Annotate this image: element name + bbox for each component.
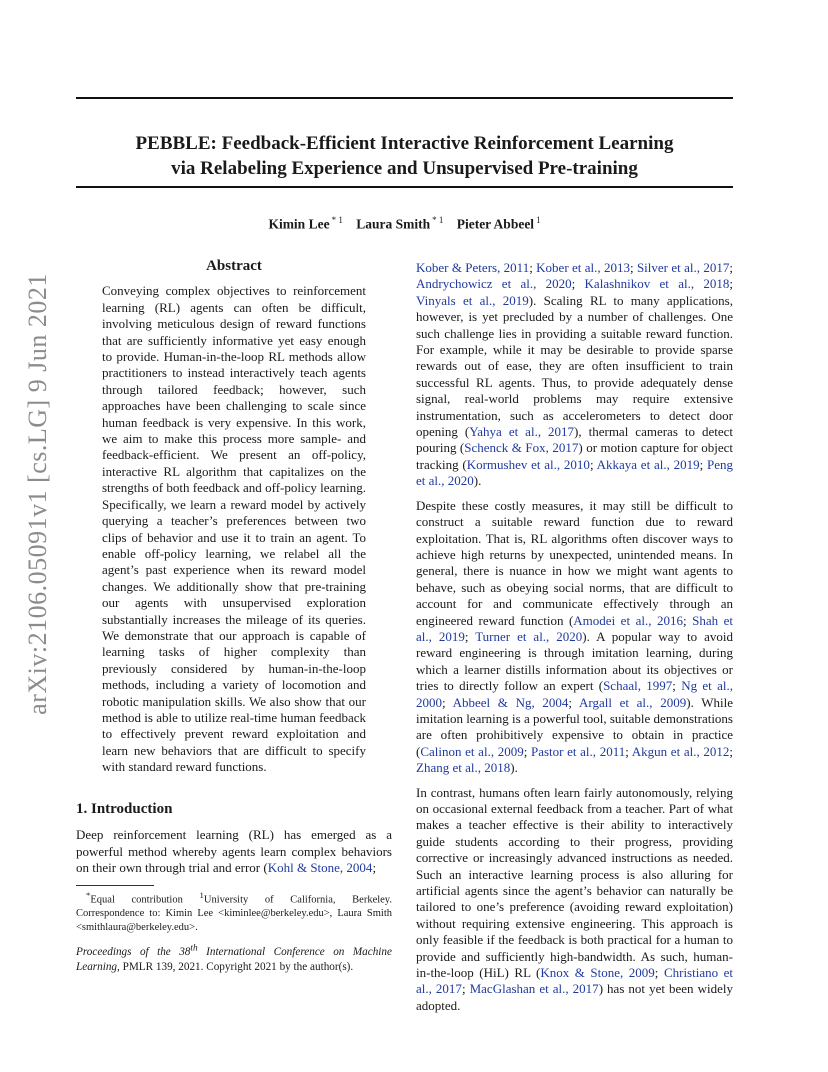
- citation-link[interactable]: Pastor et al., 2011: [530, 743, 626, 759]
- text-run: ). Scaling RL to many applications, however, is yet precluded by a number of challenges. One such challenge lies in providing a suitable reward function. For example, while it may be desirable to provide sparse rewards out of ease, they are often insufficient to train successful RL agents. Thus, to provide adequately dense signal, real-world problems may require extensive instrumentation, such as accelerometers to detect door opening (: [416, 292, 733, 440]
- separator: ;: [654, 965, 664, 981]
- text-run: ) or motion capture for object tracking (: [416, 440, 733, 472]
- separator: ;: [442, 694, 453, 710]
- text-run: ), thermal cameras to detect pouring (: [416, 424, 733, 456]
- title-line-2: via Relabeling Experience and Unsupervised Pre-training: [171, 157, 638, 179]
- body-paragraph: [416, 498, 733, 777]
- citation-link[interactable]: Ng et al., 2000: [416, 678, 733, 710]
- citation-link[interactable]: Yahya et al., 2017: [469, 424, 575, 440]
- separator: ;: [529, 260, 537, 275]
- author-affiliation-mark: * 1: [432, 215, 444, 225]
- footnote-rule: [76, 885, 154, 886]
- citation-link[interactable]: Kormushev et al., 2010: [466, 456, 590, 472]
- right-column: [416, 260, 733, 1014]
- citation-link[interactable]: MacGlashan et al., 2017: [469, 981, 599, 997]
- proceedings-ordinal: th: [190, 943, 198, 953]
- abstract-text: Conveying complex objectives to reinforcement learning (RL) agents can often be difficult, involving meticulous design of reward functions that are sufficiently informative yet easy enough to provide. Human-in-the-loop RL methods allow practitioners to instead interactively teach agents through tailored feedback; however, such approaches have been challenging to scale since human feedback is very expensive. In this work, we aim to make this process more sample- and feedback-efficient. We present an off-policy, interactive RL algorithm that capitalizes on the strengths of both feedback and off-policy learning. Specifically, we learn a reward model by actively querying a teacher’s preferences between two clips of behavior and use it to train an agent. To enable off-policy learning, we relabel all the agent’s past experience when its reward model changes. We additionally show that pre-training our agents with unsupervised exploration substantially increases the mileage of its queries. We demonstrate that our approach is capable of learning tasks of higher complexity than previously considered by human-in-the-loop methods, including a variety of locomotion and robotic manipulation skills. We also show that our method is able to utilize real-time human feedback to effectively prevent reward exploitation and learn new behaviors that are difficult to specify with standard reward functions.: [102, 283, 366, 775]
- body-paragraph: [416, 260, 733, 490]
- separator: ;: [682, 612, 693, 628]
- introduction-heading: 1. Introduction: [76, 801, 173, 817]
- proceedings-copyright: , PMLR 139, 2021. Copyright 2021 by the author(s).: [117, 960, 354, 973]
- footnote-text: Equal contribution: [90, 894, 183, 906]
- abstract-section: [102, 258, 366, 776]
- author-name: Laura Smith: [356, 216, 431, 232]
- arxiv-stamp-text: arXiv:2106.05091v1 [cs.LG] 9 Jun 2021: [23, 272, 52, 715]
- proceedings-notice: [76, 941, 392, 975]
- footnote-mark: *: [86, 890, 91, 900]
- separator: ;: [729, 743, 733, 759]
- separator: ;: [729, 260, 733, 275]
- separator: ;: [629, 260, 637, 275]
- paper-title: [76, 131, 733, 181]
- arxiv-identifier-stamp: [18, 272, 58, 715]
- proceedings-text: International Conference on Machine Learning: [76, 945, 392, 973]
- citation-link[interactable]: Vinyals et al., 2019: [416, 292, 529, 308]
- body-paragraph: [416, 785, 733, 1015]
- separator: ;: [568, 694, 579, 710]
- text-run: In contrast, humans often learn fairly autonomously, relying on occasional external feedback from a teacher. Part of what makes a teacher effective is their ability to interactively guide students according to their progress, providing corrective or increasingly advanced instructions as needed. Such an interactive learning process is also alluring for artificial agents since the agent’s behavior can naturally be tailored to one’s preference (avoiding reward exploitation) without requiring extensive engineering. This approach is only feasible if the feedback is both practical for a human to provide and sufficiently high-bandwidth. As such, human-in-the-loop (HiL) RL (: [416, 784, 733, 981]
- separator: ;: [699, 456, 707, 472]
- separator: ;: [523, 743, 531, 759]
- footnote-text: University of California, Berkeley. Correspondence to: Kimin Lee <kiminlee@berkeley.edu>, Laura Smith <smithlaura@berkeley.edu>.: [76, 894, 392, 933]
- citation-link[interactable]: Turner et al., 2020: [475, 628, 583, 644]
- text-run: ).: [473, 473, 482, 489]
- citation-link[interactable]: Kober et al., 2013: [536, 260, 630, 275]
- text-run: ) has not yet been widely adopted.: [416, 981, 733, 1013]
- author-name: Pieter Abbeel: [456, 216, 535, 232]
- separator: ;: [625, 743, 632, 759]
- citation-link[interactable]: Peng et al., 2020: [416, 456, 733, 489]
- separator: ;: [461, 981, 470, 997]
- author-list: [76, 215, 733, 233]
- text-run: ). A popular way to avoid reward engineering is through imitation learning, during which a learner distills information about its objectives or tries to directly follow an expert (: [416, 628, 733, 694]
- citation-link[interactable]: Silver et al., 2017: [636, 260, 730, 275]
- citation-link[interactable]: Amodei et al., 2016: [573, 612, 683, 628]
- citation-link[interactable]: Andrychowicz et al., 2020: [416, 276, 572, 292]
- citation-link[interactable]: Akkaya et al., 2019: [596, 456, 700, 472]
- citation-link[interactable]: Akgun et al., 2012: [631, 743, 730, 759]
- footnote-mark: 1: [199, 890, 204, 900]
- introduction-paragraph: [76, 827, 392, 876]
- citation-link[interactable]: Christiano et al., 2017: [416, 965, 733, 997]
- top-rule: [76, 97, 733, 99]
- text-run: ;: [372, 860, 377, 876]
- citation-link[interactable]: Knox & Stone, 2009: [540, 965, 655, 981]
- citation-link[interactable]: Argall et al., 2009: [578, 694, 687, 710]
- footnote: [76, 889, 392, 934]
- abstract-heading: Abstract: [206, 258, 262, 274]
- proceedings-text: Proceedings of the 38: [76, 945, 191, 958]
- citation-link[interactable]: Schenck & Fox, 2017: [464, 440, 579, 456]
- text-run: Deep reinforcement learning (RL) has emerged as a powerful method whereby agents learn complex behaviors on their own through trial and error (: [76, 827, 392, 876]
- separator: ;: [729, 276, 733, 292]
- title-line-1: PEBBLE: Feedback-Efficient Interactive Reinforcement Learning: [135, 132, 674, 154]
- author-name: Kimin Lee: [268, 216, 330, 232]
- citation-link[interactable]: Zhang et al., 2018: [416, 760, 511, 776]
- citation-link[interactable]: Kohl & Stone, 2004: [267, 860, 373, 876]
- citation-link[interactable]: Schaal, 1997: [603, 678, 673, 694]
- citation-link[interactable]: Kalashnikov et al., 2018: [584, 276, 730, 292]
- text-run: Despite these costly measures, it may still be difficult to construct a suitable reward function due to reward exploitation. That is, RL algorithms often discover ways to achieve high returns by unexpected, unintended means. In general, there is nuance in how we might want agents to behave, such as obeying social norms, that are difficult to account for and communicate effectively through an engineered reward function (: [416, 497, 733, 628]
- separator: ;: [672, 678, 682, 694]
- title-bottom-rule: [76, 186, 733, 188]
- author-affiliation-mark: * 1: [331, 215, 343, 225]
- separator: ;: [589, 456, 597, 472]
- introduction-section: [76, 801, 392, 877]
- citation-link[interactable]: Kober & Peters, 2011: [416, 260, 530, 275]
- separator: ;: [571, 276, 585, 292]
- citation-link[interactable]: Shah et al., 2019: [416, 612, 733, 644]
- author-affiliation-mark: 1: [536, 215, 541, 225]
- citation-link[interactable]: Abbeel & Ng, 2004: [452, 694, 569, 710]
- separator: ;: [464, 628, 476, 644]
- citation-link[interactable]: Calinon et al., 2009: [420, 743, 524, 759]
- text-run: ).: [510, 760, 518, 776]
- text-run: ). While imitation learning is a powerful tool, suitable demonstrations are often prohibitively expensive to obtain in practice (: [416, 694, 734, 759]
